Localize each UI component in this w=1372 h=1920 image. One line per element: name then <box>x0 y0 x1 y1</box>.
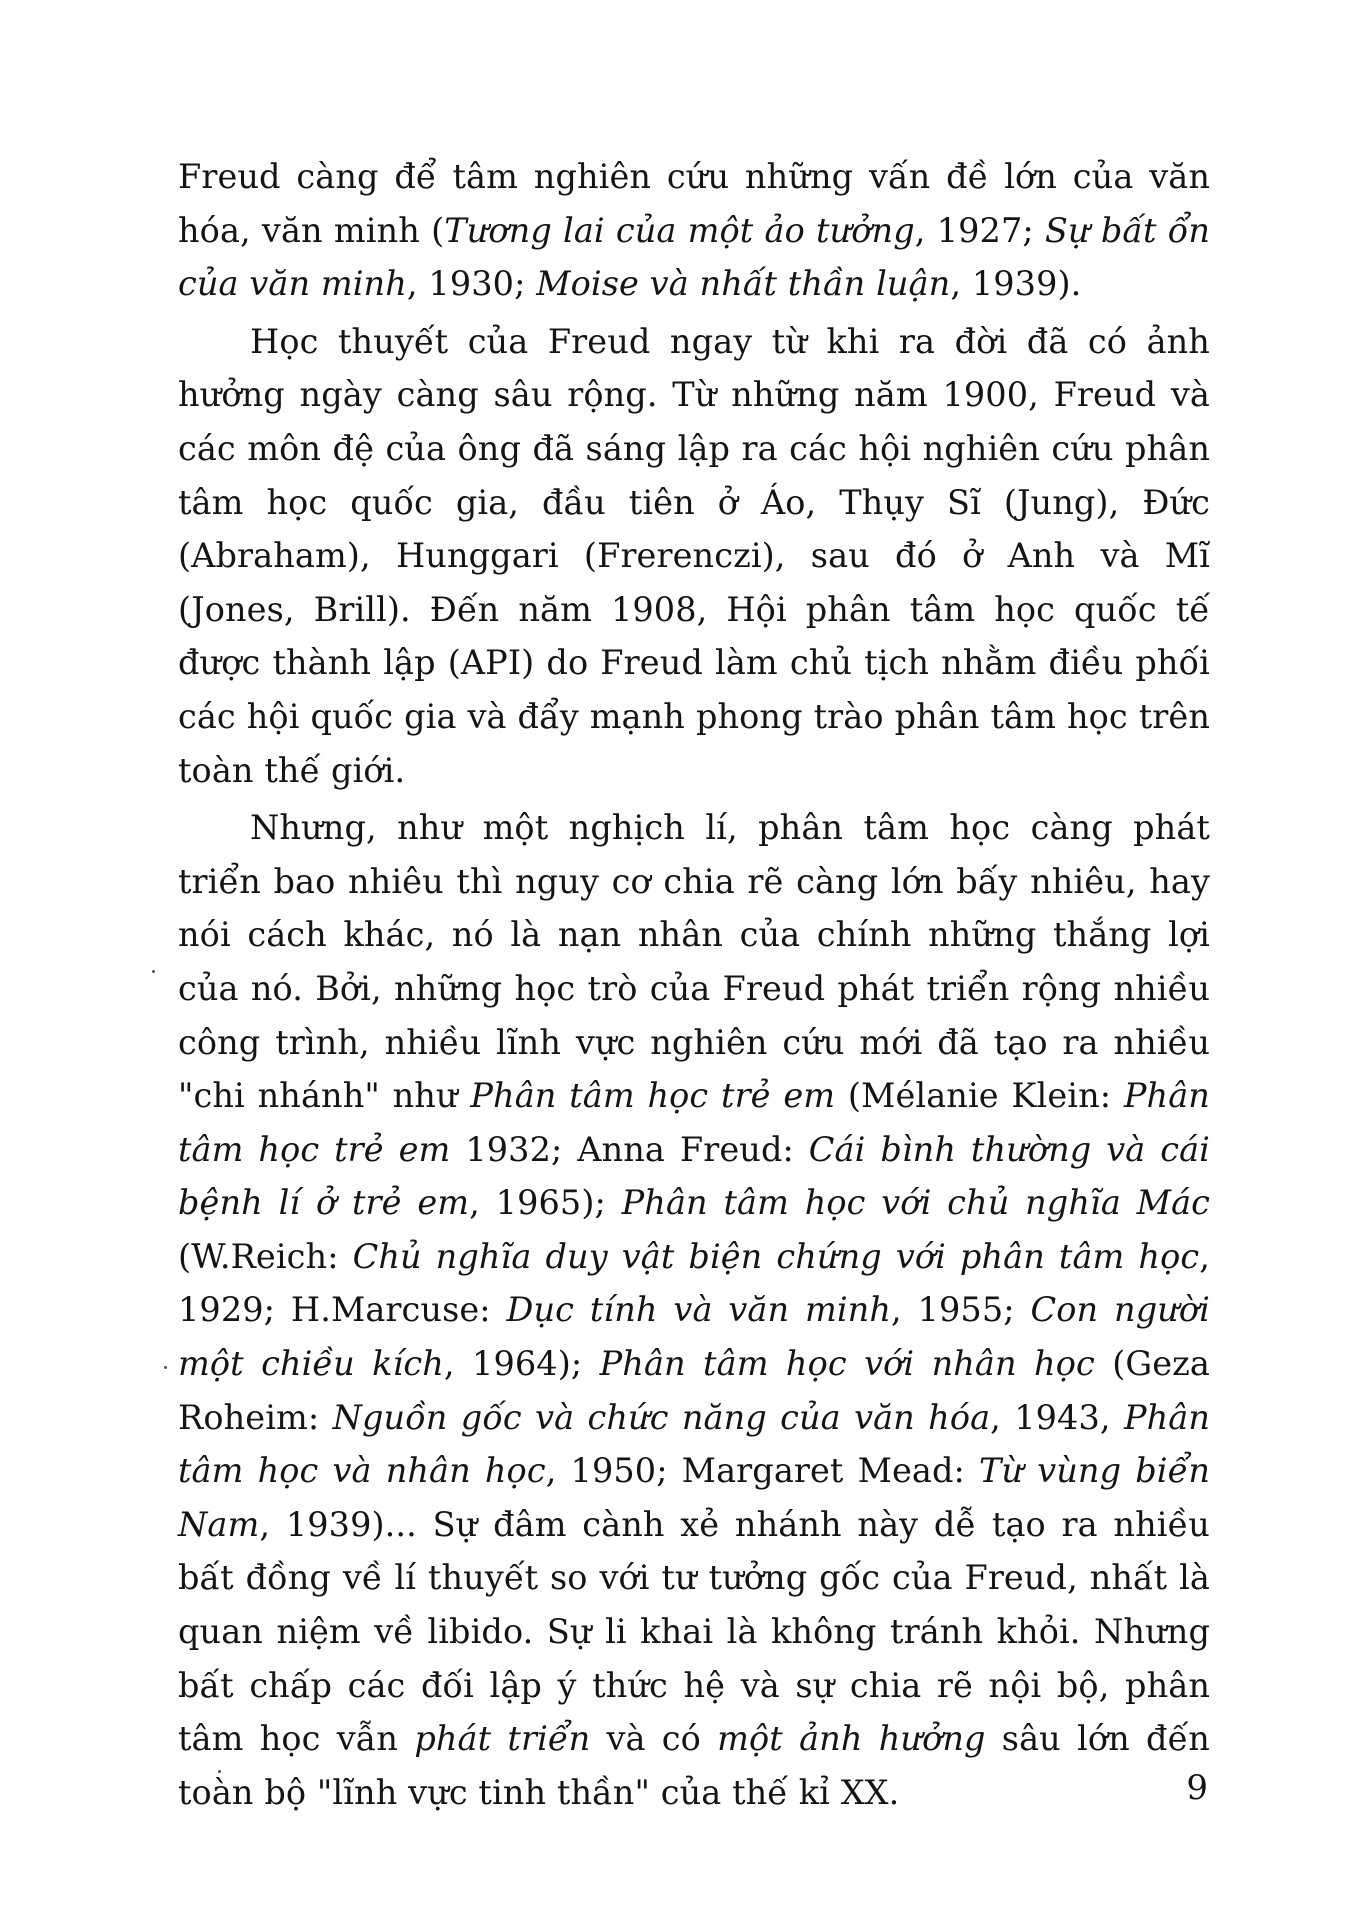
text-run: sâu lớn đến toàn bộ "lĩnh vực tinh thần" của thế kỉ XX. <box>178 1719 1210 1812</box>
text-run: , 1964); <box>443 1344 600 1384</box>
italic-title-run: Phân tâm học trẻ em <box>470 1076 836 1116</box>
paragraph <box>178 315 1210 797</box>
text-run: và có <box>590 1719 718 1759</box>
text-run: (Geza Roheim: <box>178 1344 1210 1437</box>
italic-title-run: Phân tâm học và nhân học <box>178 1397 1211 1491</box>
text-run: , 1965); <box>469 1183 622 1223</box>
text-run: , 1939)... Sự đâm cành xẻ nhánh này dễ tạo ra nhiều bất đồng về lí thuyết so với tư tưởng gốc của Freud, nhất là quan niệm về libido. Sự li khai là không tránh khỏi. Nhưng bất chấp các đối lập ý thức hệ và sự chia rẽ nội bộ, phân tâm học vẫn <box>178 1504 1210 1759</box>
italic-title-run: Phân tâm học với chủ nghĩa Mác <box>621 1183 1210 1223</box>
italic-title-run: Cái bình thường và cái bệnh lí ở trẻ em <box>178 1129 1210 1223</box>
text-run: Học thuyết của Freud ngay từ khi ra đời đã có ảnh hưởng ngày càng sâu rộng. Từ những năm 1900, Freud và các môn đệ của ông đã sáng lập ra các hội nghiên cứu phân tâm học quốc gia, đầu tiên ở Áo, Thụy Sĩ (Jung), Đức (Abraham), Hunggari (Frerenczi), sau đó ở Anh và Mĩ (Jones, Brill). Đến năm 1908, Hội phân tâm học quốc tế được thành lập (API) do Freud làm chủ tịch nhằm điều phối các hội quốc gia và đẩy mạnh phong trào phân tâm học trên toàn thế giới. <box>178 321 1210 790</box>
text-run: , 1943, <box>990 1397 1124 1437</box>
text-run: , 1939). <box>950 264 1082 304</box>
paragraph <box>178 801 1210 1819</box>
text-run: (Mélanie Klein: <box>835 1076 1124 1116</box>
page-number: 9 <box>1186 1768 1208 1808</box>
italic-title-run: phát triển <box>414 1719 591 1759</box>
text-run: 1932; Anna Freud: <box>450 1129 809 1169</box>
body-text <box>178 150 1210 1819</box>
text-run: , 1929; H.Marcuse: <box>178 1236 1210 1330</box>
text-run: , 1955; <box>891 1290 1031 1330</box>
scan-speck <box>152 970 155 973</box>
paragraph <box>178 150 1210 311</box>
italic-title-run: Tương lai của một ảo tưởng <box>444 210 915 250</box>
italic-title-run: Nguồn gốc và chức năng của văn hóa <box>332 1397 991 1437</box>
text-run: , 1950; Margaret Mead: <box>545 1451 980 1491</box>
italic-title-run: Sự bất ổn của văn minh <box>178 210 1210 304</box>
text-run: Nhưng, như một nghịch lí, phân tâm học càng phát triển bao nhiêu thì nguy cơ chia rẽ càng lớn bấy nhiêu, hay nói cách khác, nó là nạn nhân của chính những thắng lợi của nó. Bởi, những học trò của Freud phát triển rộng nhiều công trình, nhiều lĩnh vực nghiên cứu mới đã tạo ra nhiều "chi nhánh" như <box>178 808 1210 1116</box>
text-run: (W.Reich: <box>178 1236 353 1276</box>
scan-speck <box>218 1770 221 1773</box>
italic-title-run: Con người một chiều kích <box>178 1290 1210 1384</box>
italic-title-run: Chủ nghĩa duy vật biện chứng với phân tâm học <box>352 1236 1200 1276</box>
italic-title-run: Phân tâm học với nhân học <box>599 1344 1095 1384</box>
italic-title-run: Dục tính và văn minh <box>506 1290 892 1330</box>
italic-title-run: Từ vùng biển Nam <box>178 1451 1210 1544</box>
text-run: , 1930; <box>406 264 537 304</box>
italic-title-run: Moise và nhất thần luận <box>536 264 951 304</box>
text-run: , 1927; <box>914 210 1045 250</box>
italic-title-run: Phân tâm học trẻ em <box>178 1076 1210 1169</box>
scan-speck <box>164 1366 167 1369</box>
text-run: Freud càng để tâm nghiên cứu những vấn đề lớn của văn hóa, văn minh ( <box>178 157 1210 250</box>
italic-title-run: một ảnh hưởng <box>717 1719 986 1759</box>
